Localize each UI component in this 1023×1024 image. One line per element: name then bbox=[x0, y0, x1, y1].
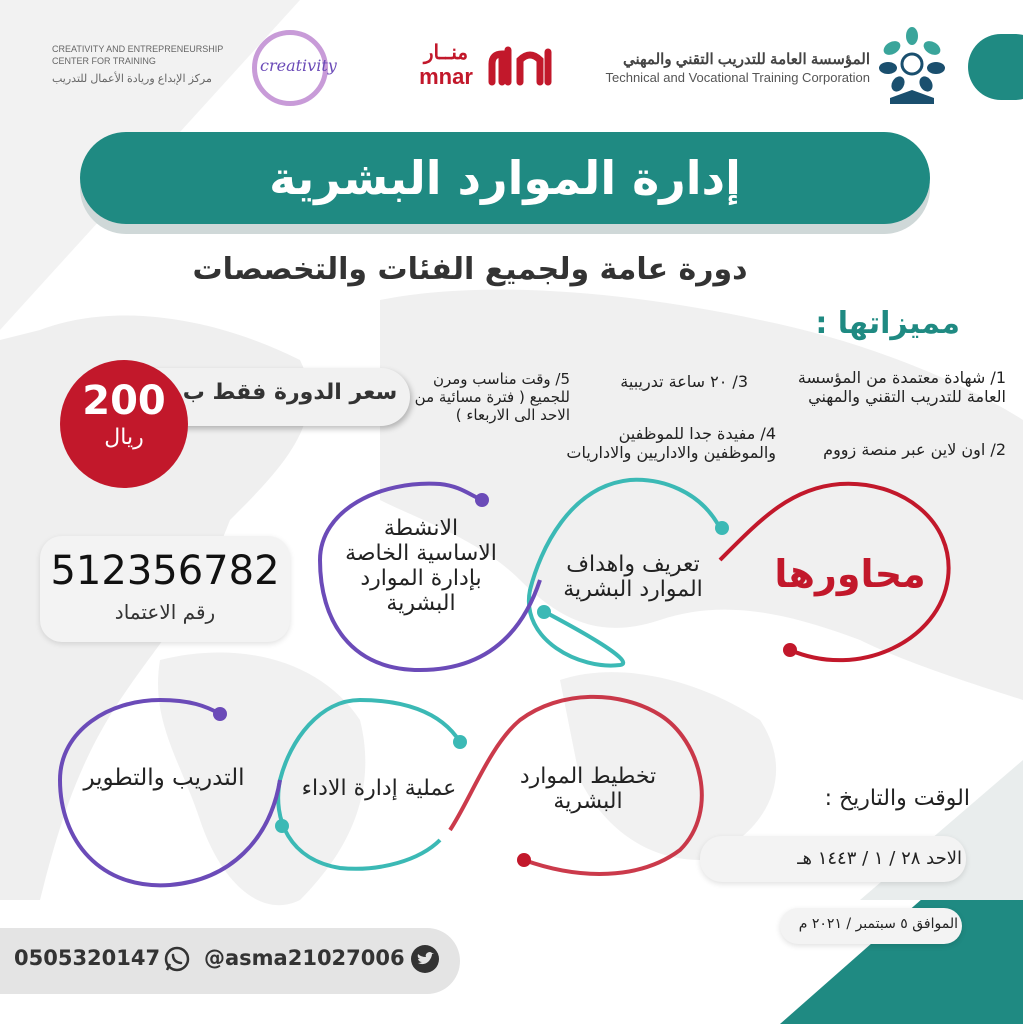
mnar-name-ar: منــار bbox=[423, 42, 469, 64]
feature-1-line-2: العامة للتدريب التقني والمهني bbox=[808, 387, 1006, 406]
axis-activities-line-4: البشرية bbox=[386, 591, 456, 616]
phone-number: 0505320147 bbox=[14, 946, 161, 970]
axis-definition-line-2: الموارد البشرية bbox=[563, 577, 703, 602]
hijri-date: الاحد ٢٨ / ١ / ١٤٤٣ هـ bbox=[797, 848, 962, 869]
whatsapp-icon bbox=[164, 946, 190, 972]
page-title: إدارة الموارد البشرية bbox=[269, 151, 741, 205]
feature-5-line-3: الاحد الى الاربعاء ) bbox=[455, 406, 570, 424]
price-amount: 200 bbox=[82, 378, 166, 424]
axis-planning bbox=[498, 764, 678, 814]
axis-planning-line-1: تخطيط الموارد bbox=[519, 764, 657, 789]
axis-activities-line-1: الانشطة bbox=[383, 516, 459, 541]
price-label: سعر الدورة فقط ب bbox=[182, 380, 398, 405]
axis-training: التدريب والتطوير bbox=[83, 765, 245, 791]
feature-3: 3/ ٢٠ ساعة تدريبية bbox=[620, 372, 748, 391]
feature-5-line-2: للجميع ( فترة مسائية من bbox=[414, 388, 570, 406]
feature-4-line-2: والموظفين والاداريين والاداريات bbox=[566, 443, 776, 462]
axis-activities-line-2: الاساسية الخاصة bbox=[345, 541, 497, 566]
axis-definition bbox=[548, 552, 718, 602]
creativity-name-en-2: CENTER FOR TRAINING bbox=[52, 56, 156, 66]
gregorian-date: الموافق ٥ سبتمبر / ٢٠٢١ م bbox=[798, 916, 958, 932]
axis-activities-line-3: بإدارة الموارد bbox=[360, 566, 482, 591]
subtitle: دورة عامة ولجميع الفئات والتخصصات bbox=[192, 252, 748, 287]
tvtc-name-ar: المؤسسة العامة للتدريب التقني والمهني bbox=[622, 51, 870, 68]
creativity-name-en-1: CREATIVITY AND ENTREPRENEURSHIP bbox=[52, 44, 224, 54]
mnar-name-en: mnar bbox=[419, 64, 473, 89]
twitter-icon bbox=[410, 944, 440, 974]
axes-heading: محاورها bbox=[774, 552, 926, 596]
feature-1-line-1: 1/ شهادة معتمدة من المؤسسة bbox=[797, 368, 1006, 387]
twitter-handle: @asma21027006 bbox=[204, 946, 405, 970]
accreditation-number: 512356782 bbox=[50, 548, 280, 594]
features-heading: مميزاتها : bbox=[815, 306, 960, 341]
creativity-logo-script: creativity bbox=[260, 56, 337, 75]
creativity-name-ar: مركز الإبداع وريادة الأعمال للتدريب bbox=[52, 73, 212, 85]
axis-performance: عملية إدارة الاداء bbox=[301, 776, 457, 801]
tvtc-name-en: Technical and Vocational Training Corporation bbox=[605, 70, 870, 85]
accreditation-label: رقم الاعتماد bbox=[114, 600, 216, 624]
axis-definition-line-1: تعريف واهداف bbox=[566, 552, 700, 577]
feature-2: 2/ اون لاين عبر منصة زووم bbox=[823, 440, 1006, 459]
axis-activities bbox=[326, 516, 516, 616]
feature-5-line-1: 5/ وقت مناسب ومرن bbox=[432, 370, 570, 388]
schedule-label: الوقت والتاريخ : bbox=[824, 786, 970, 811]
feature-4-line-1: 4/ مفيدة جدا للموظفين bbox=[618, 424, 776, 443]
price-currency: ريال bbox=[104, 425, 144, 450]
axis-planning-line-2: البشرية bbox=[553, 789, 623, 814]
